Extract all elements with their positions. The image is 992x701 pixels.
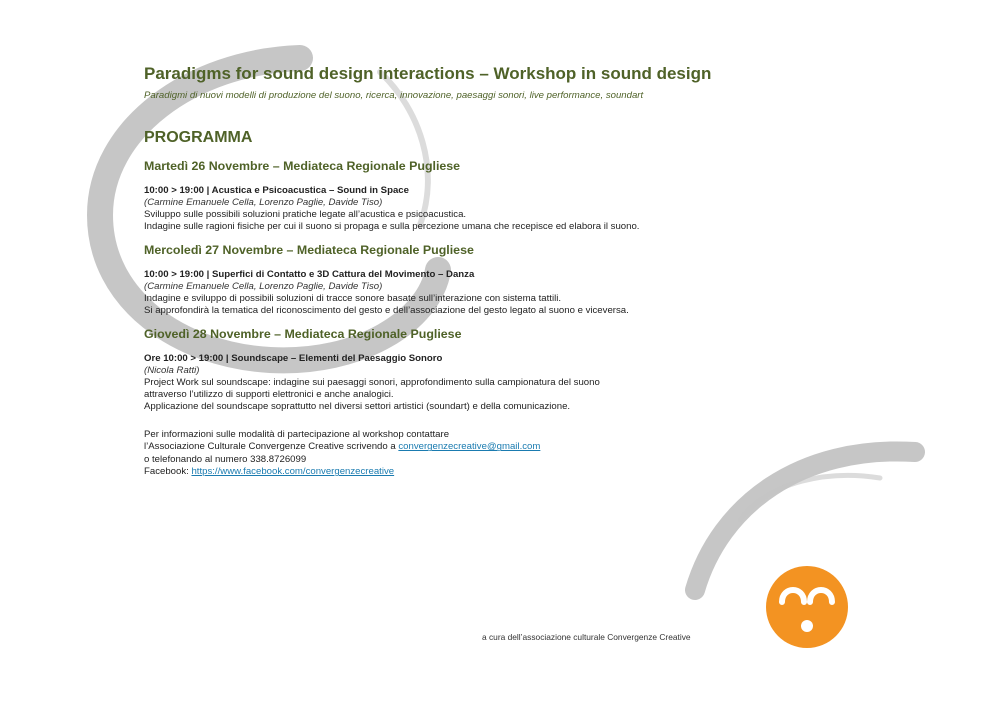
email-link[interactable]: convergenzecreative@gmail.com (398, 441, 541, 453)
facebook-link[interactable]: https://www.facebook.com/convergenzecreative (191, 466, 395, 478)
session-title: Ore 10:00 > 19:00 | Soundscape – Elementi del Paesaggio Sonoro (144, 353, 443, 364)
session-speakers: (Nicola Ratti) (144, 365, 200, 376)
contact-line-email (144, 441, 844, 453)
contact-line-phone: o telefonando al numero 338.8726099 (144, 453, 307, 465)
page-title: Paradigms for sound design interactions – Workshop in sound design (144, 64, 712, 83)
contact-prefix: l’Associazione Culturale Convergenze Creative scrivendo a (144, 441, 399, 453)
session-title: 10:00 > 19:00 | Acustica e Psicoacustica – Sound in Space (144, 185, 409, 196)
session-description-line: Sviluppo sulle possibili soluzioni pratiche legate all’acustica e psicoacustica. (144, 209, 467, 220)
programma-heading: PROGRAMMA (144, 129, 253, 146)
contact-line: Per informazioni sulle modalità di partecipazione al workshop contattare (144, 429, 450, 440)
day-title: Mercoledì 27 Novembre – Mediateca Regionale Pugliese (144, 243, 474, 257)
contact-line-facebook (144, 466, 844, 478)
page-subtitle: Paradigmi di nuovi modelli di produzione del suono, ricerca, innovazione, paesaggi sonori, live performance, soundart (144, 90, 644, 101)
convergenze-logo-icon (766, 566, 848, 648)
session-description-line: Indagine e sviluppo di possibili soluzioni di tracce sonore basate sull’interazione con sistema tattili. (144, 293, 562, 304)
document-body (144, 64, 844, 479)
day-section-3 (144, 327, 844, 413)
day-section-2 (144, 243, 844, 317)
day-title: Giovedì 28 Novembre – Mediateca Regionale Pugliese (144, 327, 462, 341)
session-description-line: Applicazione del soundscape soprattutto nel diversi settori artistici (soundart) e della comunicazione. (144, 401, 571, 412)
session-description-line: Project Work sul soundscape: indagine sui paesaggi sonori, approfondimento sulla campionatura del suono (144, 377, 600, 388)
session-description-line: Indagine sulle ragioni fisiche per cui il suono si propaga e sulla percezione umana che recepisce ed elabora il suono. (144, 221, 640, 232)
session-description-line: Si approfondirà la tematica del riconoscimento del gesto e dell’associazione del gesto legato al suono e viceversa. (144, 305, 629, 316)
day-section-1 (144, 159, 844, 233)
session-speakers: (Carmine Emanuele Cella, Lorenzo Paglie, Davide Tiso) (144, 281, 383, 292)
session-title: 10:00 > 19:00 | Superfici di Contatto e 3D Cattura del Movimento – Danza (144, 269, 475, 280)
day-title: Martedì 26 Novembre – Mediateca Regionale Pugliese (144, 159, 461, 173)
session-description-line: attraverso l’utilizzo di supporti elettronici e anche analogici. (144, 389, 394, 400)
contact-info (144, 429, 844, 479)
session-speakers: (Carmine Emanuele Cella, Lorenzo Paglie, Davide Tiso) (144, 197, 383, 208)
credit-text: a cura dell’associazione culturale Convergenze Creative (482, 632, 691, 642)
facebook-prefix: Facebook: (144, 466, 192, 478)
